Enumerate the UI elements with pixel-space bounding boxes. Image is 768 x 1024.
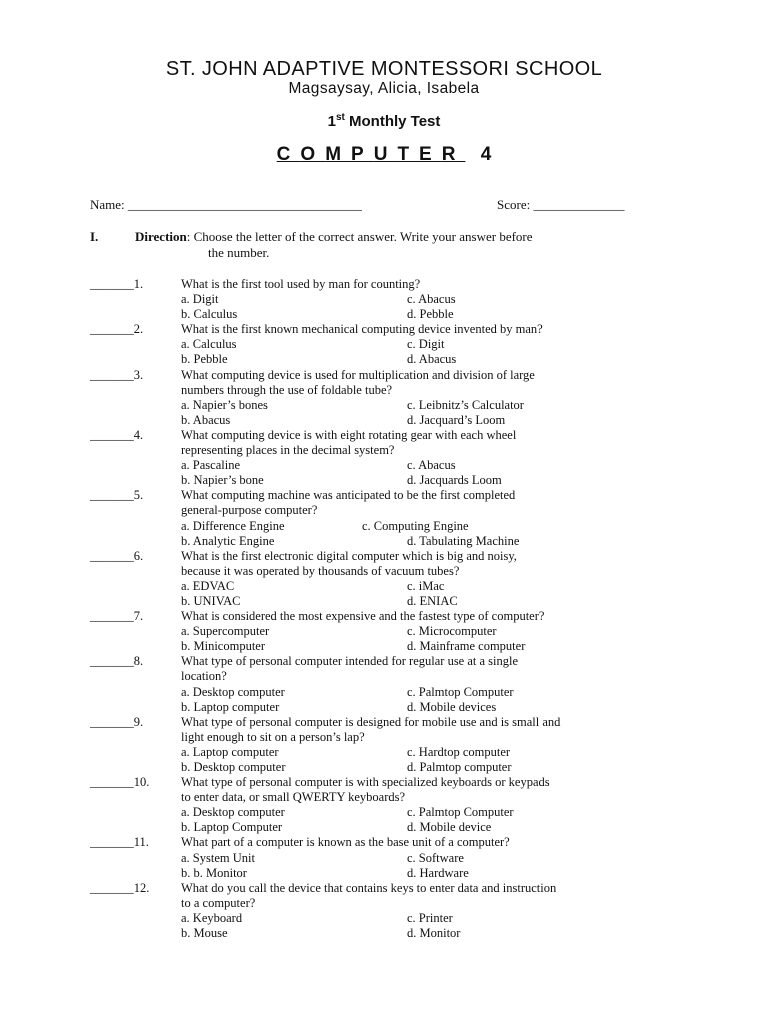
question-item	[0, 368, 768, 428]
question-text: What do you call the device that contains keys to enter data and instruction	[181, 880, 557, 895]
option-d: d. Palmtop computer	[407, 760, 512, 774]
test-number: 1	[327, 113, 336, 130]
question-item	[0, 835, 768, 880]
option-row	[0, 624, 768, 639]
test-title-text: Monthly Test	[344, 113, 441, 130]
subject-number: 4	[480, 144, 502, 165]
option-c: c. Digit	[407, 337, 445, 352]
question-text: What is considered the most expensive and the fastest type of computer?	[181, 609, 545, 624]
option-d: d. Jacquards Loom	[407, 473, 502, 488]
question-text-line	[0, 715, 768, 730]
option-c: c. Leibnitz’s Calculator	[407, 397, 524, 412]
question-text: What computing device is with eight rotating gear with each wheel	[181, 427, 517, 442]
option-c: c. Microcomputer	[407, 624, 497, 639]
option-d: d. Monitor	[407, 926, 461, 941]
option-b: b. Napier’s bone	[181, 473, 264, 488]
answer-blank[interactable]: _______3.	[90, 367, 144, 382]
school-address: Magsaysay, Alicia, Isabela	[288, 80, 480, 97]
option-row	[0, 307, 768, 322]
question-item	[0, 277, 768, 322]
option-row	[0, 745, 768, 760]
answer-blank[interactable]: _______8.	[90, 654, 144, 669]
direction-text	[135, 229, 655, 261]
answer-blank[interactable]: _______6.	[90, 548, 144, 563]
option-c: c. Abacus	[407, 458, 456, 473]
question-text-line	[0, 443, 768, 458]
answer-blank[interactable]: _______4.	[90, 427, 144, 442]
question-item	[0, 322, 768, 367]
option-a: a. Desktop computer	[181, 684, 285, 699]
option-row	[0, 805, 768, 820]
question-text-line	[0, 383, 768, 398]
option-row	[0, 851, 768, 866]
option-d: d. Pebble	[407, 307, 454, 322]
question-item	[0, 488, 768, 548]
option-c: c. Palmtop Computer	[407, 684, 514, 699]
option-a: a. Difference Engine	[181, 518, 285, 533]
score-label: Score:	[497, 197, 531, 212]
question-text-line	[0, 654, 768, 669]
option-d: d. Mainframe computer	[407, 639, 526, 654]
answer-blank[interactable]: _______7.	[90, 609, 144, 624]
question-text-line	[0, 503, 768, 518]
subject-letter: P	[351, 144, 374, 165]
question-text: What computing device is used for multiplication and division of large	[181, 367, 535, 382]
name-field[interactable]	[90, 197, 362, 213]
question-text-line	[0, 790, 768, 805]
option-d: d. Hardware	[407, 865, 469, 880]
question-text: What part of a computer is known as the base unit of a computer?	[181, 835, 510, 850]
option-b: b. Analytic Engine	[181, 533, 275, 548]
question-text-line	[0, 428, 768, 443]
option-a: a. Calculus	[181, 337, 237, 352]
answer-blank[interactable]: _______9.	[90, 714, 144, 729]
question-text: because it was operated by thousands of vacuum tubes?	[181, 563, 460, 578]
subject-letter: U	[373, 144, 398, 165]
option-row	[0, 579, 768, 594]
question-list	[0, 277, 768, 941]
option-a: a. Keyboard	[181, 910, 243, 925]
question-text: general-purpose computer?	[181, 503, 318, 518]
question-item	[0, 609, 768, 654]
option-a: a. Supercomputer	[181, 624, 270, 639]
question-text: numbers through the use of foldable tube?	[181, 382, 393, 397]
option-d: d. Jacquard’s Loom	[407, 412, 506, 427]
question-text: to enter data, or small QWERTY keyboards?	[181, 790, 406, 805]
question-item	[0, 881, 768, 941]
option-d: d. Mobile devices	[407, 699, 497, 714]
answer-blank[interactable]: _______2.	[90, 322, 144, 337]
question-text-line	[0, 835, 768, 850]
question-text: location?	[181, 669, 227, 684]
answer-blank[interactable]: _______11.	[90, 835, 149, 850]
option-b: b. UNIVAC	[181, 593, 241, 608]
option-b: b. Pebble	[181, 352, 228, 367]
test-title	[0, 112, 768, 130]
subject-letter: C	[276, 144, 301, 165]
option-c: c. iMac	[407, 578, 445, 593]
test-ordinal-suffix: st	[335, 112, 345, 123]
option-row	[0, 866, 768, 881]
option-row	[0, 594, 768, 609]
option-d: d. Tabulating Machine	[407, 533, 520, 548]
question-text: What is the first known mechanical computing device invented by man?	[181, 322, 543, 337]
question-text-line	[0, 277, 768, 292]
option-row	[0, 458, 768, 473]
option-b: b. Mouse	[181, 926, 228, 941]
option-row	[0, 292, 768, 307]
answer-blank[interactable]: _______5.	[90, 488, 144, 503]
question-text-line	[0, 669, 768, 684]
option-c: c. Hardtop computer	[407, 744, 511, 759]
question-text: light enough to sit on a person’s lap?	[181, 729, 365, 744]
direction-line-2: the number.	[208, 245, 270, 260]
question-text-line	[0, 881, 768, 896]
option-row	[0, 926, 768, 941]
question-text-line	[0, 488, 768, 503]
option-b: b. Abacus	[181, 412, 231, 427]
question-text: What type of personal computer intended for regular use at a single	[181, 654, 519, 669]
option-row	[0, 337, 768, 352]
question-item	[0, 775, 768, 835]
question-text-line	[0, 609, 768, 624]
score-blank-line[interactable]: ______________	[533, 197, 625, 212]
question-text-line	[0, 896, 768, 911]
option-c: c. Printer	[407, 910, 453, 925]
subject-letter: O	[300, 144, 326, 165]
answer-blank[interactable]: _______12.	[90, 880, 150, 895]
question-item	[0, 715, 768, 775]
option-c: c. Software	[407, 850, 464, 865]
option-a: a. Laptop computer	[181, 744, 279, 759]
option-row	[0, 685, 768, 700]
subject-letter: T	[397, 144, 420, 165]
option-b: b. Minicomputer	[181, 639, 266, 654]
option-row	[0, 760, 768, 775]
score-field[interactable]	[497, 197, 624, 213]
option-d: d. Abacus	[407, 352, 457, 367]
option-row	[0, 639, 768, 654]
question-text-line	[0, 564, 768, 579]
option-a: a. Pascaline	[181, 458, 241, 473]
question-text-line	[0, 730, 768, 745]
direction-label: Direction	[135, 229, 187, 244]
option-b: b. Laptop Computer	[181, 820, 283, 835]
option-b: b. Desktop computer	[181, 760, 286, 774]
question-item	[0, 549, 768, 609]
question-text: to a computer?	[181, 895, 256, 910]
answer-blank[interactable]: _______1.	[90, 277, 144, 291]
option-c: c. Computing Engine	[362, 518, 469, 533]
subject-title	[0, 144, 768, 166]
answer-blank[interactable]: _______10.	[90, 775, 150, 790]
option-row	[0, 700, 768, 715]
option-a: a. Digit	[181, 292, 219, 307]
option-c: c. Abacus	[407, 292, 456, 307]
name-label: Name:	[90, 197, 125, 212]
school-name: ST. JOHN ADAPTIVE MONTESSORI SCHOOL	[165, 58, 603, 80]
option-d: d. Mobile device	[407, 820, 492, 835]
option-row	[0, 398, 768, 413]
option-row	[0, 534, 768, 549]
question-text-line	[0, 775, 768, 790]
section-number: I.	[90, 229, 99, 244]
question-text: What is the first electronic digital computer which is big and noisy,	[181, 548, 517, 563]
name-blank-line[interactable]: ____________________________________	[127, 197, 362, 212]
option-row	[0, 413, 768, 428]
question-text-line	[0, 549, 768, 564]
option-d: d. ENIAC	[407, 593, 458, 608]
question-text-line	[0, 368, 768, 383]
option-row	[0, 911, 768, 926]
option-row	[0, 820, 768, 835]
question-text: What type of personal computer is with specialized keyboards or keypads	[181, 775, 550, 790]
option-a: a. Desktop computer	[181, 805, 285, 820]
question-text-line	[0, 322, 768, 337]
subject-letter: R	[441, 144, 466, 165]
subject-letter: E	[419, 144, 442, 165]
direction-line-1: : Choose the letter of the correct answer. Write your answer before	[186, 229, 533, 244]
option-b: b. b. Monitor	[181, 865, 247, 880]
question-text: What type of personal computer is designed for mobile use and is small and	[181, 714, 561, 729]
option-a: a. System Unit	[181, 850, 255, 865]
option-a: a. EDVAC	[181, 578, 235, 593]
question-text: representing places in the decimal system?	[181, 443, 395, 458]
option-row	[0, 473, 768, 488]
option-b: b. Laptop computer	[181, 699, 280, 714]
option-a: a. Napier’s bones	[181, 397, 268, 412]
option-row	[0, 519, 768, 534]
question-item	[0, 428, 768, 488]
option-row	[0, 352, 768, 367]
option-b: b. Calculus	[181, 307, 238, 322]
option-c: c. Palmtop Computer	[407, 805, 514, 820]
question-text: What computing machine was anticipated to be the first completed	[181, 488, 516, 503]
subject-letter: M	[325, 144, 352, 165]
question-text: What is the first tool used by man for counting?	[181, 277, 421, 291]
question-item	[0, 654, 768, 714]
